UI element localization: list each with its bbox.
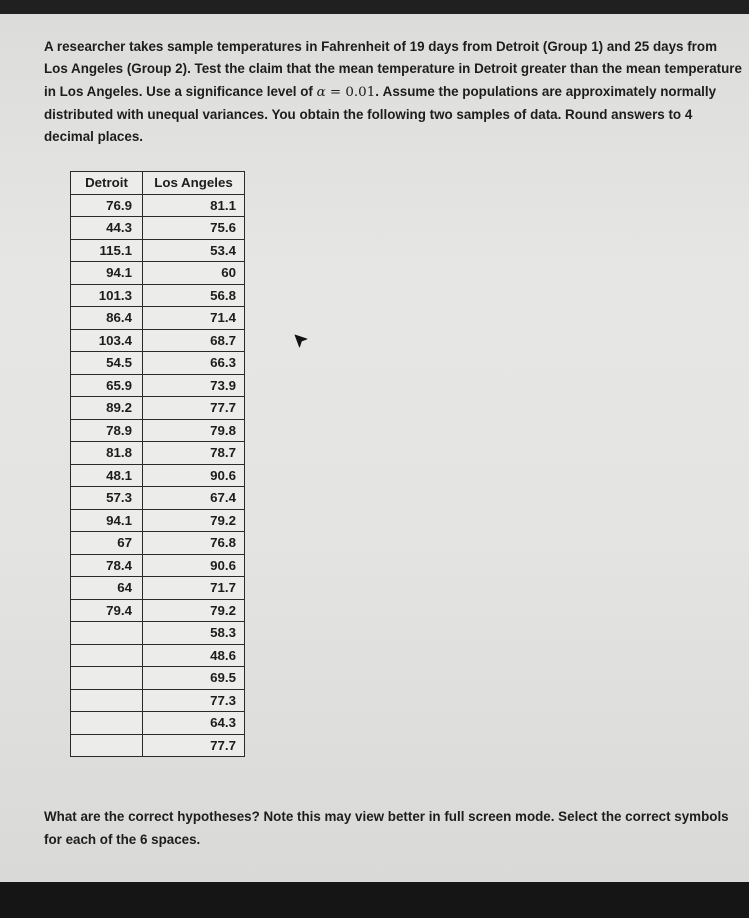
table-row xyxy=(71,509,245,532)
table-header-row xyxy=(71,172,245,195)
cell-los-angeles: 90.6 xyxy=(143,554,245,577)
problem-text-after-alpha: . Assume the populations are approximately normally distributed with unequal variances. You obtain the following two samples of data. Round answers to 4 decimal places. xyxy=(44,83,717,145)
cell-detroit: 78.4 xyxy=(71,554,143,577)
table-row xyxy=(71,577,245,600)
cell-detroit: 76.9 xyxy=(71,194,143,217)
table-row xyxy=(71,217,245,240)
cell-los-angeles: 68.7 xyxy=(143,329,245,352)
alpha-value: 0.01 xyxy=(345,84,376,100)
cell-detroit: 94.1 xyxy=(71,509,143,532)
cell-los-angeles: 58.3 xyxy=(143,622,245,645)
table-body xyxy=(71,194,245,757)
cell-los-angeles: 81.1 xyxy=(143,194,245,217)
cell-detroit: 86.4 xyxy=(71,307,143,330)
cell-los-angeles: 56.8 xyxy=(143,284,245,307)
table-row xyxy=(71,419,245,442)
question-text: What are the correct hypotheses? Note this may view better in full screen mode. Select the correct symbols for each of the 6 spaces. xyxy=(44,809,729,847)
table-row xyxy=(71,667,245,690)
table-row xyxy=(71,194,245,217)
table-row xyxy=(71,689,245,712)
table-row xyxy=(71,599,245,622)
table-row xyxy=(71,262,245,285)
cell-los-angeles: 71.7 xyxy=(143,577,245,600)
cell-detroit: 115.1 xyxy=(71,239,143,262)
cell-detroit: 81.8 xyxy=(71,442,143,465)
table-row xyxy=(71,329,245,352)
cell-los-angeles: 64.3 xyxy=(143,712,245,735)
cell-los-angeles: 60 xyxy=(143,262,245,285)
screen-page xyxy=(0,14,749,882)
cell-los-angeles: 90.6 xyxy=(143,464,245,487)
cell-detroit: 54.5 xyxy=(71,352,143,375)
cell-detroit xyxy=(71,734,143,757)
cell-los-angeles: 67.4 xyxy=(143,487,245,510)
cell-los-angeles: 77.3 xyxy=(143,689,245,712)
table-row xyxy=(71,622,245,645)
cell-los-angeles: 77.7 xyxy=(143,734,245,757)
cell-los-angeles: 73.9 xyxy=(143,374,245,397)
mouse-pointer-icon xyxy=(293,333,309,349)
table-row xyxy=(71,307,245,330)
cell-detroit: 94.1 xyxy=(71,262,143,285)
cell-los-angeles: 66.3 xyxy=(143,352,245,375)
cell-los-angeles: 69.5 xyxy=(143,667,245,690)
table-row xyxy=(71,397,245,420)
table-row xyxy=(71,374,245,397)
cell-detroit: 78.9 xyxy=(71,419,143,442)
cell-los-angeles: 79.8 xyxy=(143,419,245,442)
alpha-equals: = xyxy=(325,84,346,100)
cell-los-angeles: 77.7 xyxy=(143,397,245,420)
cell-los-angeles: 53.4 xyxy=(143,239,245,262)
bottom-edge xyxy=(0,882,749,918)
cell-detroit: 89.2 xyxy=(71,397,143,420)
table-row xyxy=(71,442,245,465)
cell-detroit: 65.9 xyxy=(71,374,143,397)
table-row xyxy=(71,532,245,555)
table-row xyxy=(71,284,245,307)
problem-statement xyxy=(44,36,744,148)
cell-los-angeles: 75.6 xyxy=(143,217,245,240)
table-row xyxy=(71,239,245,262)
table-row xyxy=(71,644,245,667)
cell-detroit: 64 xyxy=(71,577,143,600)
cell-detroit xyxy=(71,622,143,645)
cell-los-angeles: 79.2 xyxy=(143,599,245,622)
table-row xyxy=(71,464,245,487)
cell-detroit: 57.3 xyxy=(71,487,143,510)
cell-detroit: 101.3 xyxy=(71,284,143,307)
cell-los-angeles: 78.7 xyxy=(143,442,245,465)
table-row xyxy=(71,352,245,375)
cell-detroit: 48.1 xyxy=(71,464,143,487)
cell-los-angeles: 48.6 xyxy=(143,644,245,667)
cell-detroit xyxy=(71,644,143,667)
temperature-data-table xyxy=(70,171,245,757)
alpha-symbol: α xyxy=(316,84,326,100)
column-header-los-angeles: Los Angeles xyxy=(143,172,245,195)
table-row xyxy=(71,554,245,577)
cell-detroit xyxy=(71,712,143,735)
cell-detroit xyxy=(71,667,143,690)
table-row xyxy=(71,712,245,735)
cell-detroit: 44.3 xyxy=(71,217,143,240)
cell-los-angeles: 71.4 xyxy=(143,307,245,330)
cell-detroit: 67 xyxy=(71,532,143,555)
cell-los-angeles: 76.8 xyxy=(143,532,245,555)
cell-detroit: 79.4 xyxy=(71,599,143,622)
top-edge xyxy=(0,0,749,14)
cell-detroit xyxy=(71,689,143,712)
table-row xyxy=(71,487,245,510)
cell-detroit: 103.4 xyxy=(71,329,143,352)
problem-text-before-alpha: A researcher takes sample temperatures in Fahrenheit of 19 days from Detroit (Group 1) and 25 days from Los Angeles (Group 2). Test the claim that the mean temperature in Detroit greater than the mean temperature in Los Angeles. Use a significance level of xyxy=(44,39,742,99)
cell-los-angeles: 79.2 xyxy=(143,509,245,532)
table-row xyxy=(71,734,245,757)
column-header-detroit: Detroit xyxy=(71,172,143,195)
